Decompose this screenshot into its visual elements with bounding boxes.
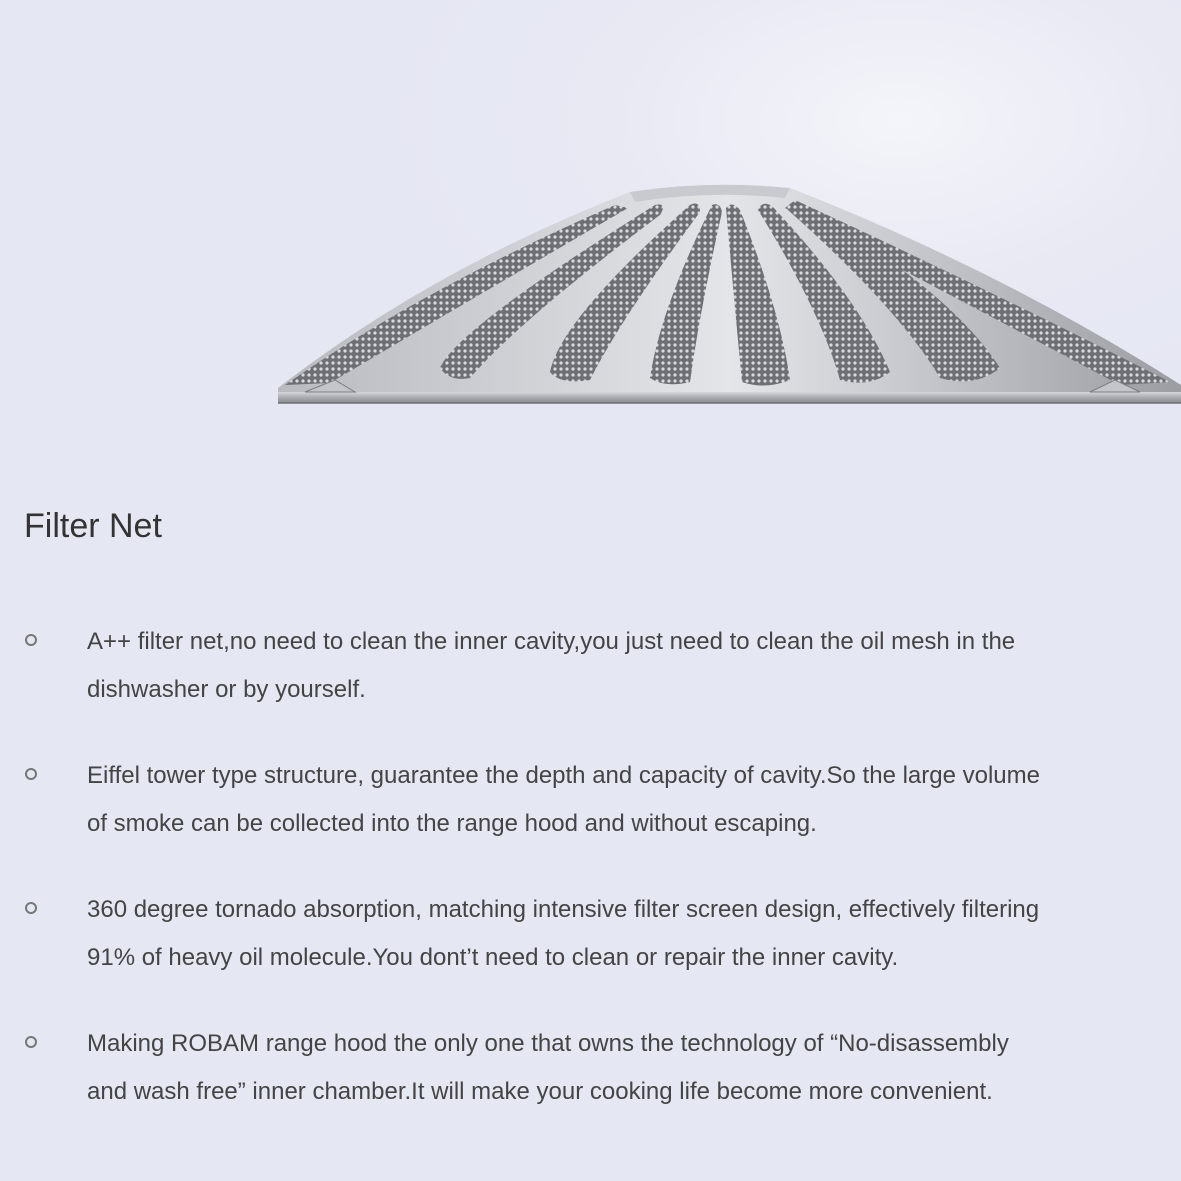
circle-bullet-icon [25, 902, 37, 914]
filter-net-image [0, 0, 1181, 430]
circle-bullet-icon [25, 1036, 37, 1048]
feature-text: Eiffel tower type structure, guarantee the depth and capacity of cavity.So the large volume of smoke can be collected into the range hood and without escaping. [87, 762, 1040, 837]
list-item [0, 618, 1181, 714]
circle-bullet-icon [25, 634, 37, 646]
list-item [0, 1020, 1181, 1116]
feature-list [0, 618, 1181, 1154]
section-title: Filter Net [24, 507, 162, 545]
feature-text: Making ROBAM range hood the only one that owns the technology of “No-disassembly and wash free” inner chamber.It will make your cooking life become more convenient. [87, 1030, 1009, 1105]
list-item [0, 752, 1181, 848]
circle-bullet-icon [25, 768, 37, 780]
hero-section [0, 0, 1181, 430]
feature-text: A++ filter net,no need to clean the inner cavity,you just need to clean the oil mesh in the dishwasher or by yourself. [87, 628, 1016, 703]
list-item [0, 886, 1181, 982]
feature-text: 360 degree tornado absorption, matching intensive filter screen design, effectively filtering 91% of heavy oil molecule.You dont’t need to clean or repair the inner cavity. [87, 896, 1040, 971]
